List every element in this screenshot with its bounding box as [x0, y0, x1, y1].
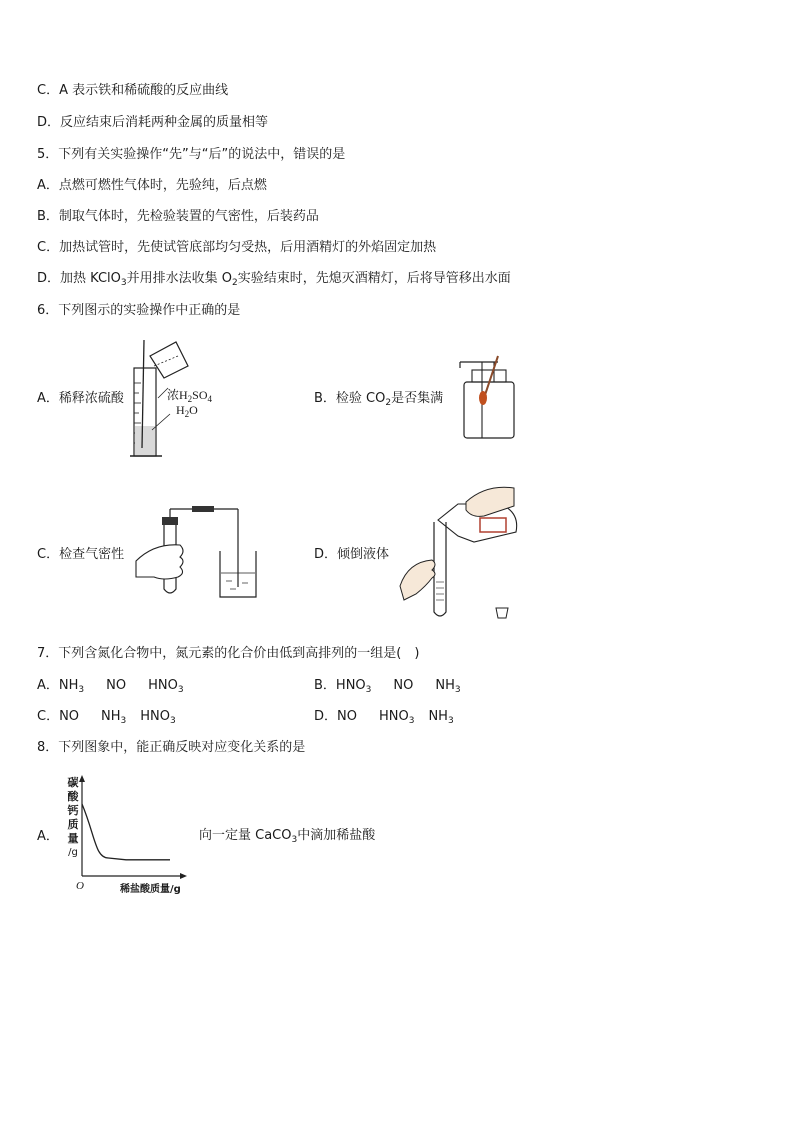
- q5-option-c: C．加热试管时，先使试管底部均匀受热，后用酒精灯的外焰固定加热: [37, 240, 437, 255]
- series-line: [82, 804, 170, 860]
- q5-option-b: B．制取气体时，先检验装置的气密性，后装药品: [37, 209, 319, 224]
- pouring-liquid-figure: [396, 482, 524, 622]
- q4-option-c: C．A 表示铁和稀硫酸的反应曲线: [37, 83, 229, 98]
- origin-label: O: [76, 880, 84, 892]
- q7-option-c: C．NO $NH_3$ $HNO_3$: [37, 709, 176, 726]
- q7-stem: 7．下列含氮化合物中，氮元素的化合价由低到高排列的一组是( ): [37, 646, 420, 661]
- x-axis-arrow: [180, 873, 187, 879]
- q6-option-d: D．倾倒液体: [314, 547, 390, 562]
- q7-option-b: B．$HNO_3$ NO $NH_3$: [314, 678, 461, 695]
- x-axis-label: 稀盐酸质量/g: [120, 884, 181, 895]
- q6-option-c: C．检查气密性: [37, 547, 125, 562]
- q8-stem: 8．下列图象中，能正确反映对应变化关系的是: [37, 740, 306, 755]
- q6-option-a: A．稀释浓硫酸: [37, 391, 124, 406]
- q7-option-a: A．$NH_3$ NO $HNO_3$: [37, 678, 184, 695]
- q6-stem: 6．下列图示的实验操作中正确的是: [37, 303, 241, 318]
- q5-option-d: D．加热 KClO$_3$并用排水法收集 $O_2$实验结束时，先熄灭酒精灯，后将导管移出水面: [37, 271, 511, 288]
- q7-option-d: D．NO $HNO_3$ $NH_3$: [314, 709, 454, 726]
- q5-stem: 5．下列有关实验操作“先”与“后”的说法中，错误的是: [37, 147, 346, 162]
- q8-option-a-text: 向一定量 CaCO$_3$中滴加稀盐酸: [199, 828, 376, 845]
- figure-label-water: $H_2O$: [176, 403, 198, 419]
- airtightness-check-figure: [134, 503, 258, 599]
- figure-label-conc-acid: 浓$H_2SO_4$: [167, 388, 213, 404]
- y-axis-label: 碳 酸 钙 质 量 /g: [67, 776, 79, 858]
- q4-option-d: D．反应结束后消耗两种金属的质量相等: [37, 115, 269, 130]
- q5-option-a: A．点燃可燃性气体时，先验纯，后点燃: [37, 178, 267, 193]
- q8-option-a-label: A．: [37, 829, 59, 844]
- y-axis-arrow: [79, 775, 85, 782]
- q6-option-b: B．检验 $CO_2$是否集满: [314, 391, 444, 408]
- gas-collection-bottle-figure: [458, 354, 520, 442]
